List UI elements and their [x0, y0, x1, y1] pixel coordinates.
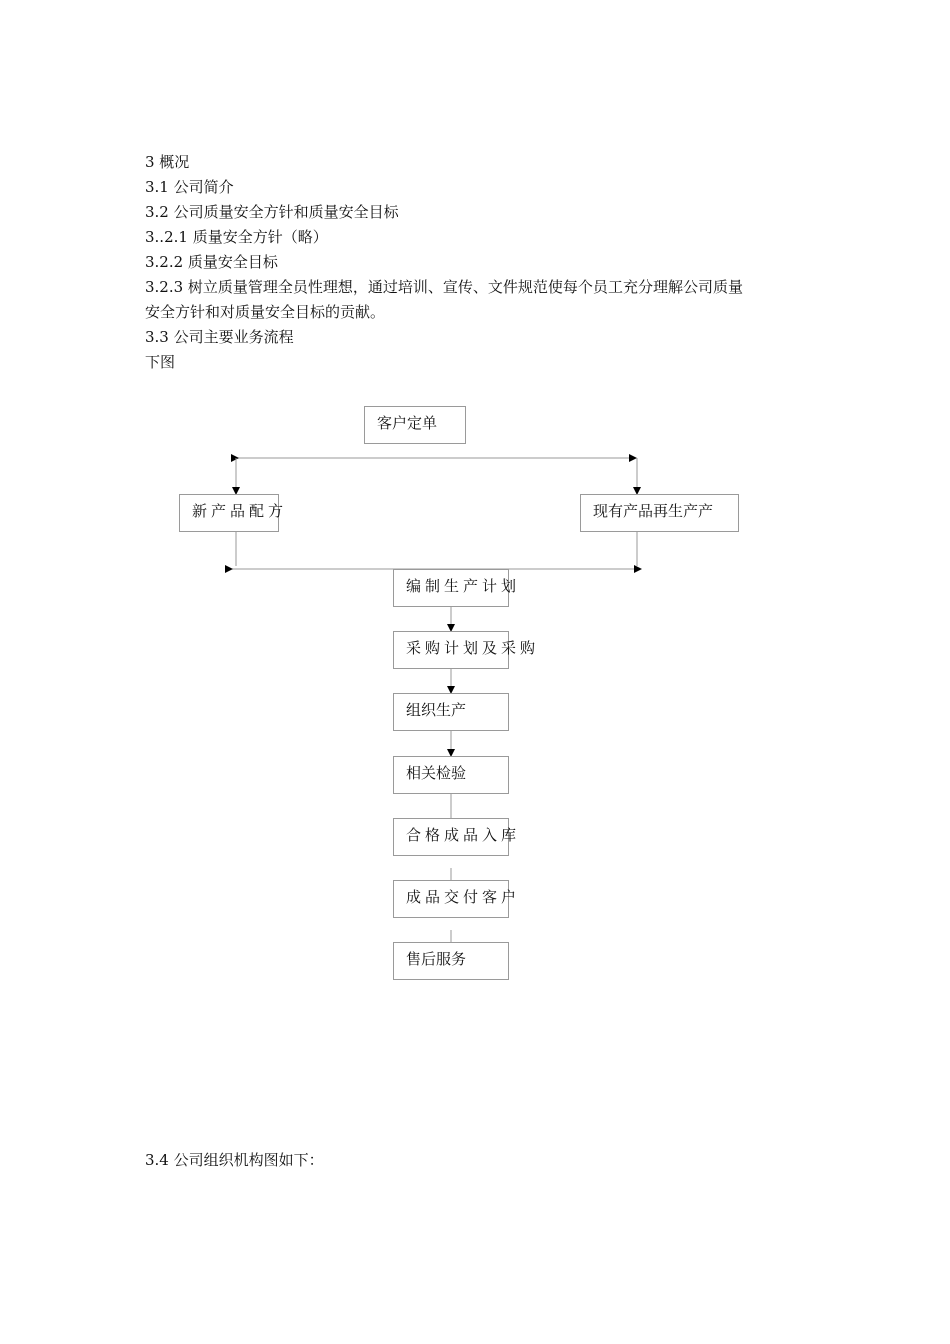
heading-company-profile: 3.1 公司简介	[145, 178, 234, 196]
box-new-product-formula: 新产品配方	[179, 494, 279, 532]
box-step-after-sales: 售后服务	[393, 942, 509, 980]
heading-quality-policy-detail: 3..2.1 质量安全方针（略）	[145, 228, 328, 246]
box-customer-order: 客户定单	[364, 406, 466, 444]
paragraph-line-1: 3.2.3 树立质量管理全员性理想，通过培训、宣传、文件规范使每个员工充分理解公司质量	[145, 278, 743, 296]
box-step-inspection: 相关检验	[393, 756, 509, 794]
box-step-organize-production: 组织生产	[393, 693, 509, 731]
caption-below: 下图	[145, 353, 176, 371]
box-step-production-plan: 编制生产计划	[393, 569, 509, 607]
heading-org-chart: 3.4 公司组织机构图如下：	[145, 1151, 324, 1169]
box-existing-product-reproduction: 现有产品再生产产	[580, 494, 739, 532]
box-step-warehousing: 合格成品入库	[393, 818, 509, 856]
box-step-delivery: 成品交付客户	[393, 880, 509, 918]
heading-quality-goals: 3.2.2 质量安全目标	[145, 253, 278, 271]
paragraph-line-2: 安全方针和对质量安全目标的贡献。	[145, 303, 386, 321]
heading-overview: 3 概况	[145, 153, 190, 171]
heading-business-process: 3.3 公司主要业务流程	[145, 328, 294, 346]
box-step-purchase-plan: 采购计划及采购	[393, 631, 509, 669]
heading-quality-policy: 3.2 公司质量安全方针和质量安全目标	[145, 203, 399, 221]
